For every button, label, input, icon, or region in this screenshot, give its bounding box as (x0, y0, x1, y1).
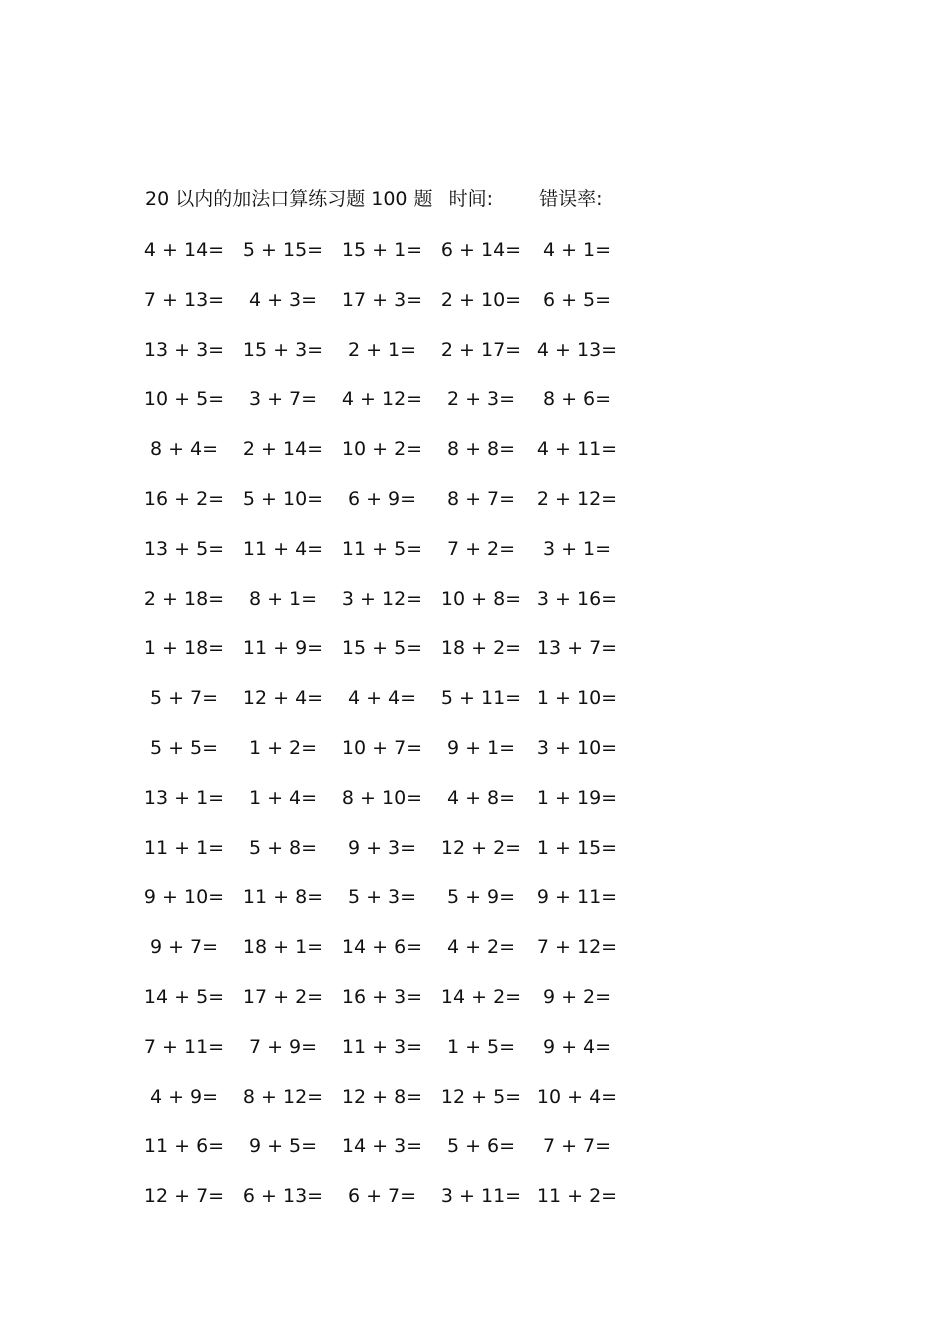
math-problem: 16 + 2= (143, 488, 225, 510)
math-problem: 9 + 7= (149, 936, 219, 959)
math-problem: 3 + 11= (440, 1185, 522, 1208)
math-problem: 4 + 9= (149, 1085, 219, 1108)
math-problem: 5 + 9= (446, 886, 516, 909)
math-problem: 1 + 19= (536, 786, 618, 809)
math-problem: 4 + 12= (341, 388, 423, 411)
math-problem: 9 + 10= (143, 886, 225, 909)
math-problem: 8 + 7= (446, 488, 516, 510)
math-problem: 8 + 4= (149, 438, 219, 461)
math-problem: 8 + 12= (242, 1085, 324, 1108)
math-problem: 7 + 9= (248, 1035, 318, 1058)
math-problem: 5 + 8= (248, 836, 318, 859)
math-problem: 2 + 10= (440, 288, 522, 311)
math-problem: 11 + 8= (242, 886, 324, 909)
math-problem: 6 + 5= (542, 288, 612, 311)
math-problem: 4 + 1= (542, 239, 612, 261)
math-problem: 18 + 2= (440, 637, 522, 660)
worksheet-header (145, 186, 602, 212)
math-problem: 10 + 8= (440, 587, 522, 610)
math-problem: 5 + 6= (446, 1135, 516, 1158)
math-problem: 14 + 3= (341, 1135, 423, 1158)
math-problem: 13 + 5= (143, 537, 225, 560)
math-problem: 12 + 4= (242, 687, 324, 710)
math-problem: 4 + 11= (536, 438, 618, 461)
math-problem: 8 + 6= (542, 388, 612, 411)
math-problem: 12 + 2= (440, 836, 522, 859)
problem-row (0, 834, 950, 862)
problem-row (0, 1083, 950, 1111)
math-problem: 15 + 5= (341, 637, 423, 660)
math-problem: 3 + 7= (248, 388, 318, 411)
problem-row (0, 634, 950, 662)
math-problem: 12 + 7= (143, 1185, 225, 1208)
math-problem: 1 + 4= (248, 786, 318, 809)
math-problem: 9 + 2= (542, 986, 612, 1008)
math-problem: 8 + 1= (248, 587, 318, 610)
math-problem: 8 + 10= (341, 786, 423, 809)
math-problem: 2 + 1= (347, 338, 417, 361)
math-problem: 11 + 2= (536, 1185, 618, 1208)
math-problem: 2 + 14= (242, 438, 324, 461)
math-problem: 12 + 8= (341, 1085, 423, 1108)
math-problem: 4 + 2= (446, 936, 516, 959)
math-problem: 4 + 13= (536, 338, 618, 361)
math-problem: 2 + 17= (440, 338, 522, 361)
math-problem: 1 + 10= (536, 687, 618, 710)
math-problem: 7 + 11= (143, 1035, 225, 1058)
math-problem: 13 + 1= (143, 786, 225, 809)
math-problem: 3 + 16= (536, 587, 618, 610)
problem-row (0, 286, 950, 314)
math-problem: 6 + 13= (242, 1185, 324, 1208)
math-problem: 7 + 2= (446, 537, 516, 560)
math-problem: 2 + 3= (446, 388, 516, 411)
math-problem: 17 + 3= (341, 288, 423, 311)
problem-row (0, 1182, 950, 1210)
problem-row (0, 734, 950, 762)
math-problem: 12 + 5= (440, 1085, 522, 1108)
math-problem: 5 + 7= (149, 687, 219, 710)
math-problem: 9 + 5= (248, 1135, 318, 1158)
math-problem: 14 + 5= (143, 986, 225, 1008)
math-problem: 13 + 7= (536, 637, 618, 660)
problem-row (0, 535, 950, 563)
math-problem: 7 + 12= (536, 936, 618, 959)
math-problem: 1 + 18= (143, 637, 225, 660)
math-problem: 17 + 2= (242, 986, 324, 1008)
math-problem: 18 + 1= (242, 936, 324, 959)
math-problem: 7 + 7= (542, 1135, 612, 1158)
problem-row (0, 684, 950, 712)
math-problem: 14 + 2= (440, 986, 522, 1008)
problem-row (0, 585, 950, 613)
math-problem: 10 + 5= (143, 388, 225, 411)
math-problem: 3 + 12= (341, 587, 423, 610)
math-problem: 3 + 10= (536, 737, 618, 759)
math-problem: 5 + 11= (440, 687, 522, 710)
problem-row (0, 933, 950, 961)
math-problem: 11 + 9= (242, 637, 324, 660)
math-problem: 4 + 14= (143, 239, 225, 261)
math-problem: 7 + 13= (143, 288, 225, 311)
math-problem: 1 + 15= (536, 836, 618, 859)
math-problem: 13 + 3= (143, 338, 225, 361)
math-problem: 9 + 1= (446, 737, 516, 759)
math-problem: 5 + 10= (242, 488, 324, 510)
math-problem: 5 + 3= (347, 886, 417, 909)
math-problem: 5 + 5= (149, 737, 219, 759)
math-problem: 4 + 4= (347, 687, 417, 710)
math-problem: 4 + 3= (248, 288, 318, 311)
math-problem: 10 + 4= (536, 1085, 618, 1108)
worksheet-title: 20 以内的加法口算练习题 100 题 (145, 188, 433, 210)
problem-row (0, 784, 950, 812)
problem-row (0, 883, 950, 911)
math-problem: 11 + 4= (242, 537, 324, 560)
problem-row (0, 435, 950, 463)
math-problem: 9 + 3= (347, 836, 417, 859)
time-label: 时间: (448, 188, 494, 210)
problem-row (0, 1132, 950, 1160)
math-problem: 10 + 7= (341, 737, 423, 759)
problem-row (0, 336, 950, 364)
math-problem: 1 + 5= (446, 1035, 516, 1058)
math-problem: 11 + 6= (143, 1135, 225, 1158)
problem-row (0, 485, 950, 513)
math-problem: 9 + 11= (536, 886, 618, 909)
problem-row (0, 236, 950, 264)
problem-row (0, 983, 950, 1011)
math-problem: 16 + 3= (341, 986, 423, 1008)
error-rate-label: 错误率: (539, 188, 603, 210)
problem-row (0, 1033, 950, 1061)
math-problem: 15 + 1= (341, 239, 423, 261)
math-problem: 2 + 12= (536, 488, 618, 510)
math-problem: 11 + 3= (341, 1035, 423, 1058)
math-problem: 14 + 6= (341, 936, 423, 959)
math-problem: 6 + 9= (347, 488, 417, 510)
math-problem: 9 + 4= (542, 1035, 612, 1058)
math-problem: 4 + 8= (446, 786, 516, 809)
problem-row (0, 385, 950, 413)
math-problem: 1 + 2= (248, 737, 318, 759)
math-problem: 2 + 18= (143, 587, 225, 610)
math-problem: 11 + 1= (143, 836, 225, 859)
math-problem: 10 + 2= (341, 438, 423, 461)
math-problem: 3 + 1= (542, 537, 612, 560)
math-problem: 6 + 14= (440, 239, 522, 261)
math-problem: 11 + 5= (341, 537, 423, 560)
math-problem: 6 + 7= (347, 1185, 417, 1208)
math-problem: 15 + 3= (242, 338, 324, 361)
math-problem: 8 + 8= (446, 438, 516, 461)
math-problem: 5 + 15= (242, 239, 324, 261)
